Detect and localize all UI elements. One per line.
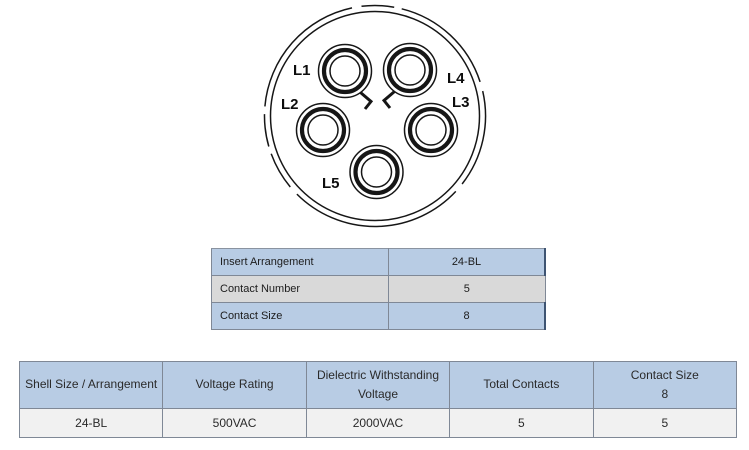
contact-l5-cavity <box>350 146 403 199</box>
contact-l4-bore <box>395 55 425 85</box>
contact-l1-cavity <box>319 45 372 98</box>
spec-value-contact-size: 5 <box>593 409 736 438</box>
contact-l3-bore <box>416 115 446 145</box>
contact-l3-cavity <box>405 104 458 157</box>
spec-header-contact-size <box>593 362 736 409</box>
contact-l5-label: L5 <box>322 175 340 192</box>
contact-l3-label: L3 <box>452 94 470 111</box>
spec-header-dielectric-label: Dielectric Withstanding Voltage <box>316 367 439 401</box>
contact-l1 <box>293 45 372 110</box>
spec-value-dielectric: 2000VAC <box>306 409 449 438</box>
contact-l4-label: L4 <box>447 70 465 87</box>
spec-value-total-contacts: 5 <box>450 409 593 438</box>
info-value-contact-size: 8 <box>389 303 546 330</box>
spec-header-contact-size-label: Contact Size <box>630 367 699 382</box>
contact-l1-keyway <box>361 93 372 110</box>
spec-value-shell-size: 24-BL <box>20 409 163 438</box>
info-row-insert-arrangement <box>212 249 546 276</box>
spec-value-row <box>20 409 737 438</box>
spec-header-shell-size-label: Shell Size / Arrangement <box>25 377 158 392</box>
shell-ring-segment-left <box>264 114 268 146</box>
contact-l4-cavity <box>384 44 437 97</box>
spec-table <box>19 361 737 438</box>
contact-l3 <box>405 94 470 157</box>
spec-header-contact-size-sub: 8 <box>661 387 669 401</box>
contact-l2 <box>281 96 350 157</box>
contact-l2-bore <box>308 115 338 145</box>
shell-ring-segment-lower-left <box>271 154 290 187</box>
contact-l2-label: L2 <box>281 96 299 113</box>
spec-value-voltage-rating: 500VAC <box>163 409 306 438</box>
spec-header-row <box>20 362 737 409</box>
info-label-contact-size: Contact Size <box>212 303 389 330</box>
shell-ring-segment-top <box>362 5 395 7</box>
info-label-contact-number: Contact Number <box>212 276 389 303</box>
contact-l4-keyway <box>384 92 395 109</box>
contact-l2-cavity <box>297 104 350 157</box>
insert-info-table <box>211 248 546 330</box>
spec-header-total-contacts <box>450 362 593 409</box>
spec-header-shell-size <box>20 362 163 409</box>
info-value-insert-arrangement: 24-BL <box>389 249 546 276</box>
info-value-contact-number: 5 <box>389 276 546 303</box>
spec-header-total-contacts-label: Total Contacts <box>483 377 560 392</box>
contact-l1-bore <box>330 56 360 86</box>
contact-l1-label: L1 <box>293 62 311 79</box>
info-row-contact-size <box>212 303 546 330</box>
spec-header-voltage-rating-label: Voltage Rating <box>195 377 274 392</box>
shell-ring-segment-upper-right <box>402 9 480 82</box>
info-label-insert-arrangement: Insert Arrangement <box>212 249 389 276</box>
spec-header-voltage-rating <box>163 362 306 409</box>
contact-l5-bore <box>362 157 392 187</box>
info-row-contact-number <box>212 276 546 303</box>
spec-header-dielectric <box>306 362 449 409</box>
